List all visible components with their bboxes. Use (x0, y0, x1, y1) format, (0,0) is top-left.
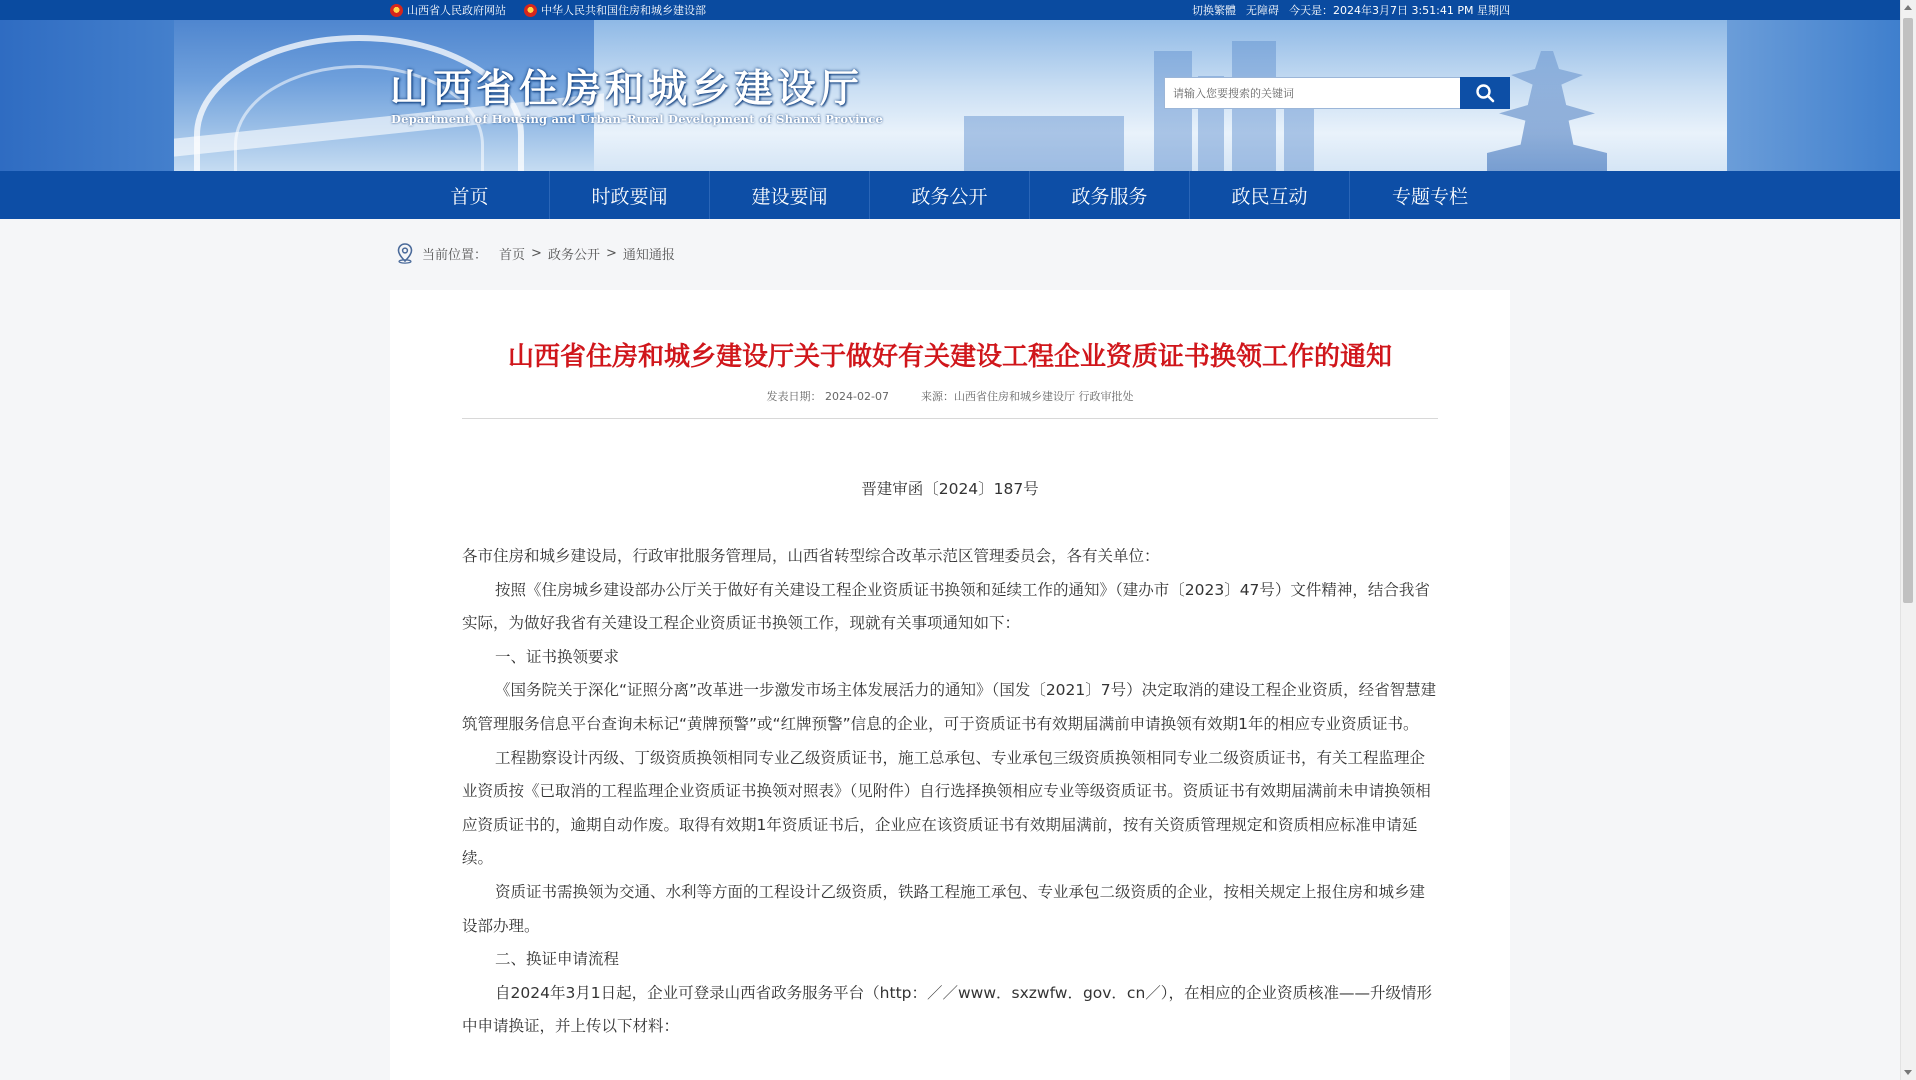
publish-date: 发表日期： 2024-02-07 (766, 390, 889, 403)
nav-item-government-services[interactable]: 政务服务 (1030, 171, 1190, 219)
switch-traditional-link[interactable]: 切换繁體 (1191, 4, 1236, 17)
page-scrollbar[interactable] (1900, 0, 1916, 1080)
nav-item-political-news[interactable]: 时政要闻 (550, 171, 710, 219)
breadcrumb (394, 242, 675, 264)
location-pin-icon (394, 242, 416, 264)
paragraph-salutation: 各市住房和城乡建设局，行政审批服务管理局，山西省转型综合改革示范区管理委员会，各有关单位： (462, 547, 1160, 565)
paragraph: 自2024年3月1日起，企业可登录山西省政务服务平台（http：／／www．sxzwfw．gov．cn／），在相应的企业资质核准——升级情形中申请换证，并上传以下材料： (462, 983, 1433, 1036)
paragraph: 工程勘察设计丙级、丁级资质换领相同专业乙级资质证书，施工总承包、专业承包三级资质换领相同专业二级资质证书，有关工程监理企业资质按《已取消的工程监理企业资质证书换领对照表》（见附件）自行选择换领相应专业等级资质证书。资质证书有效期届满前未申请换领相应资质证书的，逾期自动作废。取得有效期1年资质证书后，企业应在该资质证书有效期届满前，按有关资质管理规定和资质相应标准申请延续。 (462, 748, 1431, 868)
current-date: 今天是：2024年3月7日 3:51:41 PM 星期四 (1288, 4, 1510, 17)
nav-item-interaction[interactable]: 政民互动 (1190, 171, 1350, 219)
search-box (1164, 77, 1510, 109)
national-emblem-icon (524, 4, 537, 17)
top-utility-bar (0, 0, 1900, 20)
site-title: 山西省住房和城乡建设厅 (390, 66, 864, 112)
scroll-up-icon[interactable] (1904, 5, 1912, 10)
paragraph: 资质证书需换领为交通、水利等方面的工程设计乙级资质，铁路工程施工承包、专业承包二级资质的企业，按相关规定上报住房和城乡建设部办理。 (462, 882, 1426, 935)
search-input[interactable] (1164, 77, 1460, 109)
banner-image (174, 20, 1727, 171)
link-shanxi-government[interactable] (390, 2, 506, 18)
search-button[interactable] (1460, 77, 1510, 109)
nav-item-government-affairs[interactable]: 政务公开 (870, 171, 1030, 219)
breadcrumb-separator: > (605, 245, 617, 261)
document-number: 晋建审函〔2024〕187号 (861, 480, 1039, 498)
header-banner (0, 20, 1900, 171)
nav-item-special-topics[interactable]: 专题专栏 (1391, 185, 1468, 208)
article-title: 山西省住房和城乡建设厅关于做好有关建设工程企业资质证书换领工作的通知 (507, 342, 1392, 372)
breadcrumb-home[interactable]: 首页 (499, 247, 526, 263)
breadcrumb-label: 当前位置： (422, 247, 488, 263)
section-heading: 一、证书换领要求 (495, 647, 620, 666)
section-heading: 二、换证申请流程 (495, 950, 620, 969)
nav-item-home[interactable]: 首页 (390, 171, 550, 219)
nav-item-construction-news[interactable]: 建设要闻 (710, 171, 870, 219)
pagoda-illustration (1487, 51, 1607, 171)
link-mohurd[interactable] (524, 2, 706, 18)
link-label: 中华人民共和国住房和城乡建设部 (541, 4, 706, 17)
site-subtitle: Department of Housing and Urban–Rural Development of Shanxi Province (391, 112, 883, 126)
national-emblem-icon (390, 4, 403, 17)
article-body (462, 540, 1438, 1044)
article-card (390, 290, 1510, 1080)
breadcrumb-government-affairs[interactable]: 政务公开 (547, 247, 600, 263)
paragraph: 《国务院关于深化“证照分离”改革进一步激发市场主体发展活力的通知》（国发〔2021〕7号）决定取消的建设工程企业资质，经省智慧建筑管理服务信息平台查询未标记“黄牌预警”或“红牌预警”信息的企业，可于资质证书有效期届满前申请换领有效期1年的相应专业资质证书。 (462, 681, 1437, 733)
accessibility-link[interactable]: 无障碍 (1245, 4, 1279, 17)
breadcrumb-separator: > (531, 245, 542, 261)
paragraph: 按照《住房城乡建设部办公厅关于做好有关建设工程企业资质证书换领和延续工作的通知》（建办市〔2023〕47号）文件精神，结合我省实际，为做好我省有关建设工程企业资质证书换领工作，现就有关事项通知如下： (462, 580, 1430, 633)
link-label: 山西省人民政府网站 (407, 4, 506, 17)
article-source: 来源：山西省住房和城乡建设厅 行政审批处 (920, 390, 1134, 403)
top-links (390, 2, 706, 18)
article-meta (390, 388, 1510, 404)
title-divider (462, 418, 1438, 419)
breadcrumb-notices[interactable]: 通知通报 (622, 247, 675, 263)
search-icon (1475, 83, 1495, 103)
scroll-thumb[interactable] (1903, 18, 1913, 603)
main-nav (0, 171, 1900, 219)
scroll-down-icon[interactable] (1904, 1070, 1912, 1075)
